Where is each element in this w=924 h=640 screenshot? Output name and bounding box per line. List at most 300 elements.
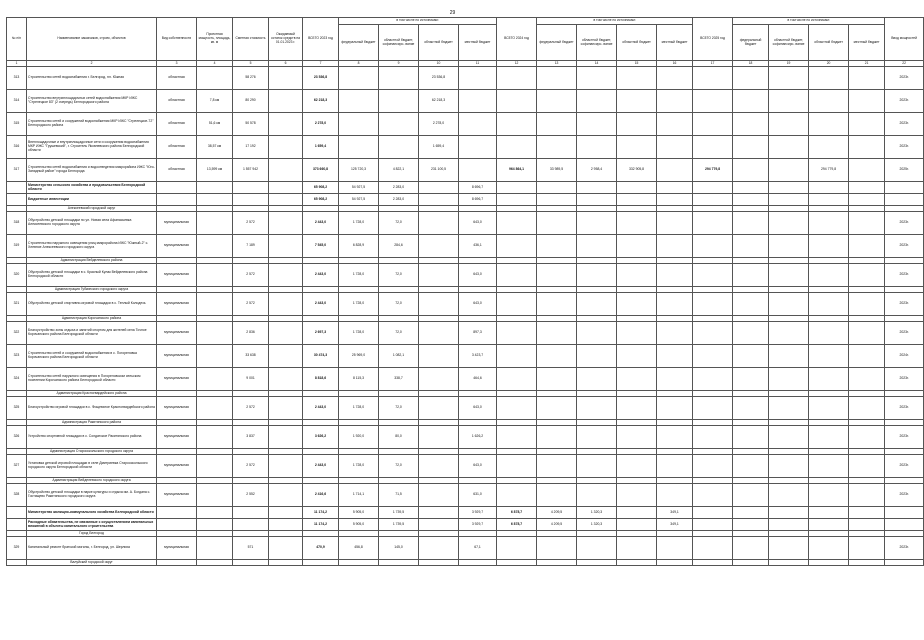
regional-cofin-2023: 284,6: [379, 235, 419, 258]
commission-year: 2025г.: [885, 159, 924, 182]
commission-year: [885, 507, 924, 519]
total-row: [7, 194, 924, 206]
regional-cofin-2023: 338,7: [379, 368, 419, 391]
local-2025: [849, 519, 885, 531]
local-2025: [849, 484, 885, 507]
expected-balance: [269, 194, 303, 206]
object-name: Благоустройство игровой площадки в с. Фощеватое Красногвардейского района: [27, 397, 157, 420]
object-name: Устройство спортивной площадки в с. Солдатское Ракитянского района: [27, 426, 157, 449]
regional-2023: [419, 182, 459, 194]
column-number: 22: [885, 61, 924, 67]
total-2023: 2 443,0: [303, 264, 339, 287]
capacity: [197, 322, 233, 345]
object-name: Обустройство детской площадки в парке культуры и отдыха им. А. Богдана с. Гостищево Ракитянского городского округа: [27, 484, 157, 507]
total-2025: 294 779,8: [693, 159, 733, 182]
capacity: [197, 484, 233, 507]
regional-cofin-2025: [769, 537, 809, 560]
federal-2024: [537, 455, 577, 478]
empty-cell: [419, 560, 459, 566]
section-title: Администрация Вейделевского района: [27, 258, 157, 264]
object-name: Обустройство детской площадки по ул. Новая села Афанасьевка Алексеевского городского округа: [27, 212, 157, 235]
empty-cell: [339, 560, 379, 566]
local-2025: [849, 235, 885, 258]
total-row: [7, 519, 924, 531]
regional-cofin-2024: [577, 264, 617, 287]
regional-2023: [419, 264, 459, 287]
regional-cofin-2025: [769, 322, 809, 345]
row-number: 326: [7, 426, 27, 449]
object-name: Строительство сетей наружного освещения в Погореловском сельском поселении Корочанского района Белгородской области: [27, 368, 157, 391]
federal-2023: [339, 67, 379, 90]
expected-balance: [269, 397, 303, 420]
section-row: [7, 560, 924, 566]
federal-2025: [733, 426, 769, 449]
estimated-cost: 2 572: [233, 293, 269, 316]
local-2024: [657, 182, 693, 194]
total-2023: 8 818,6: [303, 368, 339, 391]
total-2023: 2 443,0: [303, 212, 339, 235]
header-regional-cofin-2024: областной бюджет, софинансиро- вание: [577, 25, 617, 61]
federal-2023: 1 728,0: [339, 455, 379, 478]
regional-2023: 231 100,5: [419, 159, 459, 182]
regional-cofin-2023: 80,0: [379, 426, 419, 449]
commission-year: 2023г.: [885, 264, 924, 287]
regional-2024: [617, 264, 657, 287]
regional-2023: [419, 507, 459, 519]
table-row: [7, 293, 924, 316]
column-number: 6: [269, 61, 303, 67]
regional-2023: 2 278,0: [419, 113, 459, 136]
table-body: [7, 67, 924, 566]
federal-2025: [733, 455, 769, 478]
column-number: 9: [379, 61, 419, 67]
federal-2025: [733, 368, 769, 391]
total-2023: 373 660,8: [303, 159, 339, 182]
regional-2023: 62 218,3: [419, 90, 459, 113]
regional-cofin-2025: [769, 426, 809, 449]
expected-balance: [269, 293, 303, 316]
commission-year: 2023г.: [885, 90, 924, 113]
expected-balance: [269, 484, 303, 507]
regional-cofin-2024: [577, 212, 617, 235]
capacity: [197, 264, 233, 287]
estimated-cost: 33 638: [233, 345, 269, 368]
expected-balance: [269, 455, 303, 478]
section-title: Администрация Ракитянского района: [27, 420, 157, 426]
total-2025: [693, 507, 733, 519]
estimated-cost: 50 578: [233, 113, 269, 136]
local-2023: 643,0: [459, 264, 497, 287]
capacity: [197, 397, 233, 420]
column-number: 19: [769, 61, 809, 67]
regional-cofin-2024: [577, 397, 617, 420]
ownership: муниципальная: [157, 264, 197, 287]
federal-2025: [733, 194, 769, 206]
local-2023: 643,0: [459, 293, 497, 316]
local-2023: 643,0: [459, 397, 497, 420]
total-2023: 23 536,8: [303, 67, 339, 90]
federal-2023: 54 927,5: [339, 194, 379, 206]
total-2025: [693, 67, 733, 90]
regional-2023: [419, 194, 459, 206]
expected-balance: [269, 235, 303, 258]
local-2024: [657, 345, 693, 368]
row-number: 328: [7, 484, 27, 507]
federal-2023: 125 720,3: [339, 159, 379, 182]
local-2023: 643,0: [459, 455, 497, 478]
federal-2024: 33 989,5: [537, 159, 577, 182]
section-title: Администрация Корочанского района: [27, 316, 157, 322]
federal-2025: [733, 345, 769, 368]
column-number: 4: [197, 61, 233, 67]
investment-table: [6, 17, 924, 566]
commission-year: 2023г.: [885, 212, 924, 235]
expected-balance: [269, 519, 303, 531]
total-2023: 2 443,0: [303, 455, 339, 478]
capacity: [197, 455, 233, 478]
estimated-cost: 2 836: [233, 322, 269, 345]
local-2024: [657, 264, 693, 287]
row-number: 315: [7, 113, 27, 136]
total-row: [7, 182, 924, 194]
regional-2025: [809, 293, 849, 316]
empty-cell: [733, 560, 769, 566]
capacity: [197, 194, 233, 206]
local-2023: 631,0: [459, 484, 497, 507]
local-2025: [849, 90, 885, 113]
regional-cofin-2024: [577, 235, 617, 258]
row-number: 316: [7, 136, 27, 159]
regional-cofin-2025: [769, 182, 809, 194]
row-number: 319: [7, 235, 27, 258]
estimated-cost: 571: [233, 537, 269, 560]
local-2023: 8 696,7: [459, 194, 497, 206]
federal-2023: 54 927,5: [339, 182, 379, 194]
table-row: [7, 368, 924, 391]
empty-cell: [849, 560, 885, 566]
empty-cell: [379, 560, 419, 566]
regional-2024: [617, 113, 657, 136]
regional-cofin-2024: [577, 136, 617, 159]
total-2025: [693, 264, 733, 287]
total-2025: [693, 293, 733, 316]
federal-2024: [537, 136, 577, 159]
regional-2025: 294 779,8: [809, 159, 849, 182]
federal-2024: [537, 397, 577, 420]
regional-2024: [617, 212, 657, 235]
total-2023: 2 697,3: [303, 322, 339, 345]
empty-cell: [617, 560, 657, 566]
regional-2023: [419, 455, 459, 478]
total-2025: [693, 194, 733, 206]
table-row: [7, 235, 924, 258]
ownership: муниципальная: [157, 345, 197, 368]
ownership: муниципальная: [157, 293, 197, 316]
regional-2025: [809, 235, 849, 258]
header-regional-2025: областной бюджет: [809, 25, 849, 61]
regional-2024: [617, 194, 657, 206]
total-2025: [693, 113, 733, 136]
total-2024: [497, 90, 537, 113]
regional-cofin-2024: [577, 484, 617, 507]
regional-2024: [617, 484, 657, 507]
regional-2024: [617, 455, 657, 478]
row-number: 323: [7, 345, 27, 368]
header-no: № п/п: [7, 18, 27, 61]
regional-2023: [419, 293, 459, 316]
object-name: Расходные обязательства, не связанные с осуществлением капитальных вложений в объекты капитального строительства: [27, 519, 157, 531]
object-name: Обустройство детской площадки в с. Красный Кулак Вейделевского района Белгородской области: [27, 264, 157, 287]
row-number: 329: [7, 537, 27, 560]
regional-cofin-2024: [577, 67, 617, 90]
regional-cofin-2025: [769, 368, 809, 391]
federal-2023: 1 728,0: [339, 322, 379, 345]
local-2023: 897,3: [459, 322, 497, 345]
regional-2025: [809, 397, 849, 420]
header-federal-2025: федеральный бюджет: [733, 25, 769, 61]
federal-2025: [733, 212, 769, 235]
local-2025: [849, 194, 885, 206]
regional-cofin-2025: [769, 264, 809, 287]
federal-2023: 1 728,0: [339, 264, 379, 287]
local-2023: [459, 113, 497, 136]
federal-2024: [537, 194, 577, 206]
ownership: областная: [157, 90, 197, 113]
regional-cofin-2024: [577, 293, 617, 316]
capacity: [197, 235, 233, 258]
expected-balance: [269, 322, 303, 345]
total-2024: [497, 113, 537, 136]
regional-2024: [617, 426, 657, 449]
federal-2024: 4 209,5: [537, 507, 577, 519]
regional-cofin-2023: 72,0: [379, 264, 419, 287]
section-title: Алексеевский городской округ: [27, 206, 157, 212]
regional-2024: [617, 322, 657, 345]
regional-2023: [419, 212, 459, 235]
section-title: Город Белгород: [27, 531, 157, 537]
local-2025: [849, 264, 885, 287]
federal-2025: [733, 537, 769, 560]
local-2025: [849, 182, 885, 194]
header-regional-2024: областной бюджет: [617, 25, 657, 61]
object-name: Министерство жилищно-коммунального хозяйства Белгородской области: [27, 507, 157, 519]
header-commission: Ввод мощностей: [885, 18, 924, 61]
row-number: 322: [7, 322, 27, 345]
header-sources-2025: в том числе по источникам:: [733, 18, 885, 25]
federal-2024: [537, 182, 577, 194]
federal-2025: [733, 293, 769, 316]
object-name: Благоустройство зоны отдыха и занятий спортом для жителей села Точное Корочанского района Белгородской области: [27, 322, 157, 345]
object-name: Строительство внутриплощадочных сетей водоснабжения МКР ИЖС "Стрелецкое 83" (2 очередь) Белгородского района: [27, 90, 157, 113]
object-name: Строительство сетей водоснабжения и водоотведения микрорайона ИЖС "Юго-Западный район" города Белгорода: [27, 159, 157, 182]
local-2023: 8 696,7: [459, 182, 497, 194]
total-2024: [497, 235, 537, 258]
object-name: Капитальный ремонт братской могилы, г. Белгород, ул. Шерлиха: [27, 537, 157, 560]
object-name: Строительство сетей водоснабжения г. Белгород, пл. Южная: [27, 67, 157, 90]
regional-2025: [809, 345, 849, 368]
federal-2025: [733, 507, 769, 519]
total-2024: 964 864,1: [497, 159, 537, 182]
empty-cell: [7, 560, 27, 566]
commission-year: 2023г.: [885, 113, 924, 136]
column-number: 10: [419, 61, 459, 67]
table-row: [7, 484, 924, 507]
header-sources-2023: в том числе по источникам:: [339, 18, 497, 25]
local-2025: [849, 455, 885, 478]
local-2024: [657, 67, 693, 90]
federal-2024: [537, 235, 577, 258]
federal-2025: [733, 67, 769, 90]
regional-cofin-2025: [769, 159, 809, 182]
table-row: [7, 90, 924, 113]
object-name: Обустройство детской спортивно-игровой площадки в с. Теплый Колодезь: [27, 293, 157, 316]
regional-cofin-2023: 72,0: [379, 322, 419, 345]
empty-cell: [233, 560, 269, 566]
header-federal-2024: федеральный бюджет: [537, 25, 577, 61]
regional-cofin-2023: 1 739,5: [379, 507, 419, 519]
local-2023: [459, 159, 497, 182]
total-2024: [497, 368, 537, 391]
header-total-2025: ВСЕГО 2025 год: [693, 18, 733, 61]
row-number: 324: [7, 368, 27, 391]
federal-2023: 6 828,9: [339, 235, 379, 258]
capacity: [197, 212, 233, 235]
regional-2024: [617, 537, 657, 560]
table-row: [7, 67, 924, 90]
capacity: [197, 368, 233, 391]
regional-2023: [419, 484, 459, 507]
header-local-2024: местный бюджет: [657, 25, 693, 61]
total-2024: [497, 67, 537, 90]
regional-cofin-2024: [577, 537, 617, 560]
federal-2023: 25 969,0: [339, 345, 379, 368]
total-2023: 2 416,6: [303, 484, 339, 507]
local-2024: [657, 113, 693, 136]
regional-cofin-2025: [769, 136, 809, 159]
regional-cofin-2023: 71,5: [379, 484, 419, 507]
empty-cell: [157, 560, 197, 566]
total-2025: [693, 182, 733, 194]
local-2024: [657, 484, 693, 507]
page-number: 29: [449, 10, 456, 16]
regional-2025: [809, 182, 849, 194]
regional-2024: [617, 368, 657, 391]
row-number: 314: [7, 90, 27, 113]
regional-cofin-2023: 72,0: [379, 293, 419, 316]
expected-balance: [269, 67, 303, 90]
section-title: Валуйский городской округ: [27, 560, 157, 566]
column-number: 8: [339, 61, 379, 67]
local-2023: 1 626,2: [459, 426, 497, 449]
local-2023: [459, 67, 497, 90]
regional-cofin-2025: [769, 90, 809, 113]
federal-2024: [537, 113, 577, 136]
federal-2024: [537, 264, 577, 287]
regional-2025: [809, 136, 849, 159]
regional-2025: [809, 455, 849, 478]
expected-balance: [269, 136, 303, 159]
local-2023: 436,1: [459, 235, 497, 258]
regional-2023: 23 536,8: [419, 67, 459, 90]
regional-2025: [809, 194, 849, 206]
expected-balance: [269, 537, 303, 560]
total-2025: [693, 537, 733, 560]
regional-2025: [809, 537, 849, 560]
regional-cofin-2025: [769, 235, 809, 258]
ownership: муниципальная: [157, 537, 197, 560]
total-2024: [497, 426, 537, 449]
empty-cell: [769, 560, 809, 566]
regional-cofin-2023: 72,0: [379, 455, 419, 478]
regional-cofin-2025: [769, 212, 809, 235]
total-2025: [693, 235, 733, 258]
regional-2023: [419, 426, 459, 449]
regional-2024: [617, 397, 657, 420]
local-2023: 3 929,7: [459, 507, 497, 519]
column-number: 2: [27, 61, 157, 67]
regional-2023: 1 659,4: [419, 136, 459, 159]
column-number: 21: [849, 61, 885, 67]
ownership: областная: [157, 113, 197, 136]
regional-cofin-2024: 2 958,4: [577, 159, 617, 182]
empty-cell: [269, 560, 303, 566]
federal-2023: 456,8: [339, 537, 379, 560]
total-2025: [693, 455, 733, 478]
local-2025: [849, 159, 885, 182]
total-2025: [693, 397, 733, 420]
federal-2025: [733, 90, 769, 113]
row-number: [7, 507, 27, 519]
header-total-2023: ВСЕГО 2023 год: [303, 18, 339, 61]
commission-year: 2023г.: [885, 455, 924, 478]
estimated-cost: 2 572: [233, 264, 269, 287]
federal-2024: [537, 90, 577, 113]
estimated-cost: 2 572: [233, 212, 269, 235]
ownership: муниципальная: [157, 455, 197, 478]
total-2023: 11 174,2: [303, 507, 339, 519]
local-2024: [657, 90, 693, 113]
regional-cofin-2024: [577, 90, 617, 113]
local-2025: [849, 322, 885, 345]
total-2024: [497, 397, 537, 420]
commission-year: 2023г.: [885, 397, 924, 420]
header-federal-2023: федеральный бюджет: [339, 25, 379, 61]
table-row: [7, 426, 924, 449]
column-number: 20: [809, 61, 849, 67]
total-2024: [497, 537, 537, 560]
row-number: [7, 182, 27, 194]
total-2025: [693, 212, 733, 235]
federal-2023: 5 905,0: [339, 519, 379, 531]
regional-2024: [617, 507, 657, 519]
empty-cell: [197, 560, 233, 566]
total-2023: 470,9: [303, 537, 339, 560]
regional-2024: [617, 182, 657, 194]
estimated-cost: [233, 507, 269, 519]
header-regional-cofin-2025: областной бюджет, софинансиро- вание: [769, 25, 809, 61]
total-2023: 62 218,3: [303, 90, 339, 113]
federal-2024: [537, 484, 577, 507]
header-ownership: Вид собственности: [157, 18, 197, 61]
regional-2023: [419, 322, 459, 345]
regional-cofin-2024: [577, 194, 617, 206]
total-2024: 6 878,7: [497, 519, 537, 531]
regional-cofin-2023: 72,0: [379, 212, 419, 235]
federal-2025: [733, 182, 769, 194]
federal-2025: [733, 322, 769, 345]
regional-2025: [809, 519, 849, 531]
empty-cell: [657, 560, 693, 566]
